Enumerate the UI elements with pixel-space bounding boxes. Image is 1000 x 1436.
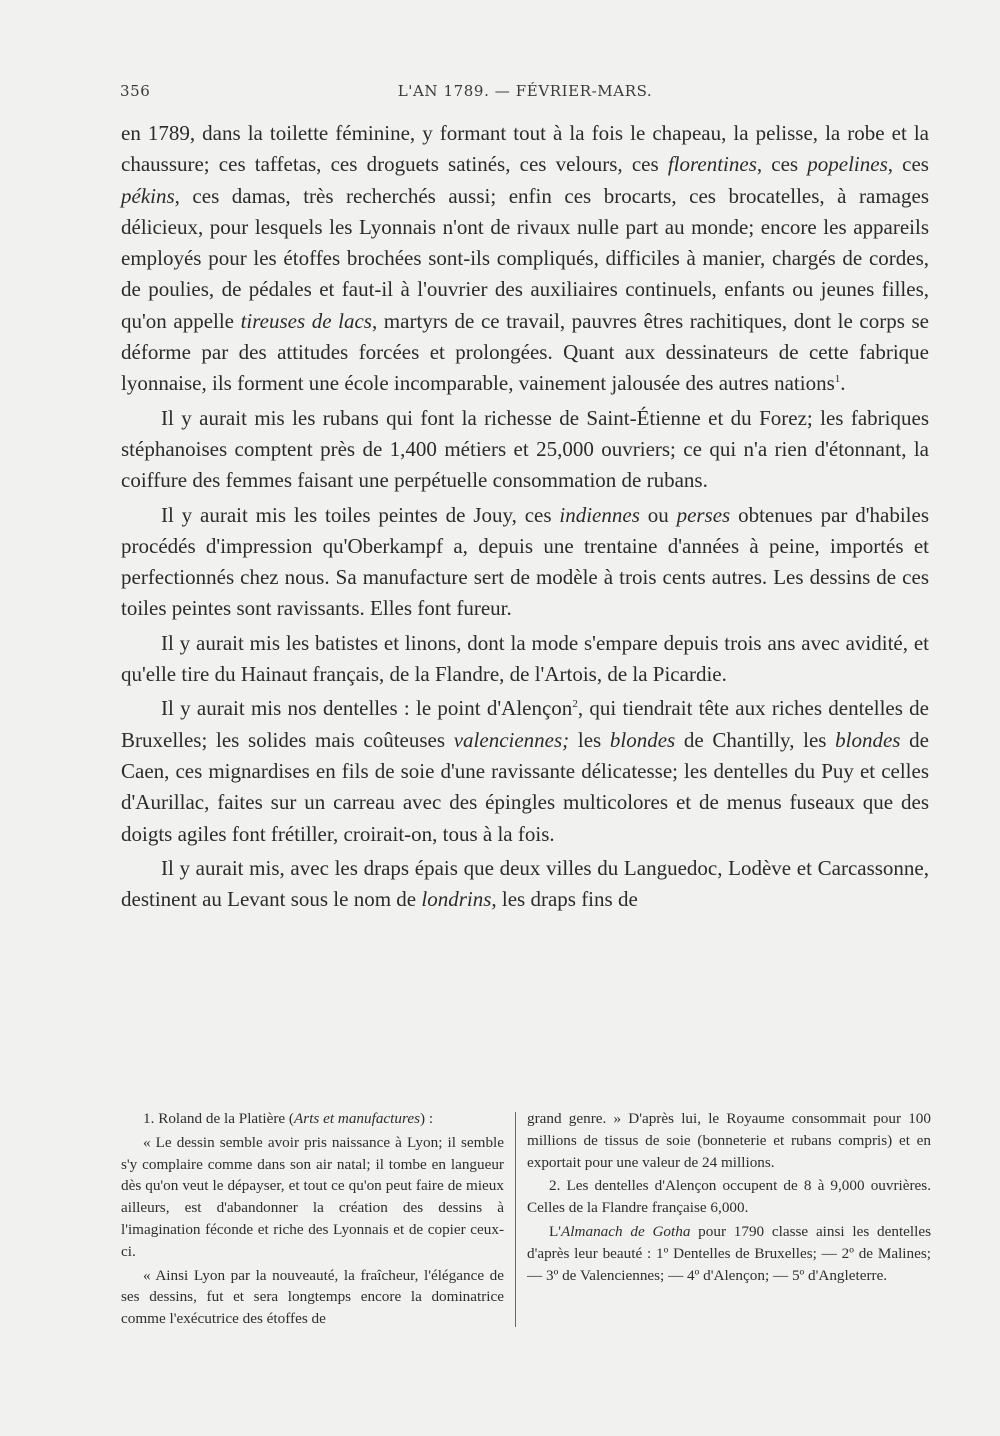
paragraph-4: Il y aurait mis les batistes et linons, dont la mode s'empare depuis trois ans avec avidité, et qu'elle tire du Hainaut français, de la Flandre, de l'Artois, de la Picardie.: [121, 630, 929, 687]
text-run: , martyrs de ce travail, pauvres êtres rachitiques, dont le corps se déforme par des attitudes forcées et prolongées. Quant aux dessinateurs de cette fabrique lyonnaise, ils forment une école incomparable, vainement jalousée des autres nations: [121, 308, 929, 396]
italic-term: tireuses de lacs: [240, 308, 372, 333]
footnote-1-quote-1: « Le dessin semble avoir pris naissance à Lyon; il semble s'y complaire comme dans son air natal; il tombe en langueur dès qu'on veut le dépayser, et tout ce qu'on peut faire de mieux ailleurs, est d'abandonner la création des dessins à l'imagination féconde et riche des Lyonnais et de copier ceux-ci.: [121, 1133, 504, 1260]
italic-term: popelines: [807, 152, 888, 177]
text-run: , ces: [887, 152, 929, 177]
text-run: de Chantilly, les: [675, 727, 836, 752]
footnote-2: 2. Les dentelles d'Alençon occupent de 8 à 9,000 ouvrières. Celles de la Flandre française 6,000.: [527, 1177, 931, 1217]
footnote-ref-2[interactable]: 2: [572, 698, 578, 711]
footnotes-left-column: [121, 1108, 504, 1330]
italic-term: Almanach de Gotha: [561, 1222, 691, 1240]
footnote-1-quote-2: « Ainsi Lyon par la nouveauté, la fraîcheur, l'élégance de ses dessins, fut et sera longtemps encore la dominatrice comme l'exécutrice des étoffes de: [121, 1266, 504, 1328]
text-run: obtenues par d'habiles procédés d'impression qu'Oberkampf a, depuis une trentaine d'années à peine, importés et perfectionnés chez nous. Sa manufacture sert de modèle à trois cents autres. Les dessins de ces toiles peintes sont ravissants. Elles font fureur.: [121, 502, 929, 621]
column-divider: [515, 1112, 516, 1327]
page-number: 356: [120, 82, 151, 100]
paragraph-1: [121, 118, 929, 400]
main-text: [121, 118, 929, 915]
italic-term: blondes: [835, 727, 901, 752]
footnotes-right-column: [527, 1108, 931, 1286]
italic-term: londrins: [421, 887, 492, 912]
italic-term: perses: [676, 502, 731, 527]
text-run: en 1789, dans la toilette féminine, y formant tout à la fois le chapeau, la pelisse, la robe et la chaussure; ces taffetas, ces droguets satinés, ces velours, ces: [121, 121, 929, 177]
paragraph-3: [121, 500, 929, 625]
text-run: les: [569, 727, 610, 752]
italic-term: indiennes: [559, 502, 640, 527]
footnote-1-continued: grand genre. » D'après lui, le Royaume consommait pour 100 millions de tissus de soie (bonneterie et rubans compris) et en exportait pour une valeur de 24 millions.: [527, 1110, 931, 1171]
footnote-2-continued: [527, 1221, 931, 1286]
paragraph-6: [121, 853, 929, 916]
text-run: pour 1790 classe ainsi les dentelles d'après leur beauté : 1º Dentelles de Bruxelles; — 2º de Malines; — 3º de Valenciennes; — 4º d'Alençon; — 5º d'Angleterre.: [527, 1222, 931, 1284]
text-run: 1. Roland de la Platière (: [143, 1110, 294, 1127]
text-run: L': [549, 1222, 562, 1240]
text-run: ) :: [420, 1110, 434, 1127]
text-run: , les draps fins de: [491, 887, 638, 912]
running-title: L'AN 1789. — FÉVRIER-MARS.: [397, 82, 653, 100]
text-run: Il y aurait mis nos dentelles : le point d'Alençon: [161, 696, 573, 721]
italic-term: Arts et manufactures: [294, 1110, 420, 1127]
text-run: , ces: [756, 152, 808, 177]
text-run: .: [840, 371, 846, 396]
text-run: ou: [639, 502, 677, 527]
paragraph-5: [121, 693, 929, 849]
text-run: , qui tiendrait tête aux riches dentelles de Bruxelles; les solides mais coûteuses: [121, 696, 929, 752]
italic-term: pékins: [121, 183, 175, 208]
text-run: Il y aurait mis les toiles peintes de Jouy, ces: [161, 502, 560, 527]
italic-term: valenciennes;: [453, 727, 570, 752]
italic-term: florentines: [667, 152, 757, 177]
paragraph-2: Il y aurait mis les rubans qui font la richesse de Saint-Étienne et du Forez; les fabriques stéphanoises comptent près de 1,400 métiers et 25,000 ouvriers; ce qui n'a rien d'étonnant, la coiffure des femmes faisant une perpétuelle consommation de rubans.: [121, 405, 929, 493]
text-run: Il y aurait mis, avec les draps épais que deux villes du Languedoc, Lodève et Carcassonne, destinent au Levant sous le nom de: [121, 855, 929, 912]
running-header: [120, 82, 930, 106]
footnote-ref-1[interactable]: 1: [834, 373, 841, 386]
italic-term: blondes: [609, 727, 676, 752]
footnote-1: [121, 1108, 504, 1130]
text-run: de Caen, ces mignardises en fils de soie d'une ravissante délicatesse; les dentelles du Puy et celles d'Aurillac, faites sur un carreau avec des épingles multicolores et de menus fuseaux que des doigts agiles font frétiller, croirait-on, tous à la fois.: [121, 727, 929, 846]
text-run: , ces damas, très recherchés aussi; enfin ces brocarts, ces brocatelles, à ramages délicieux, pour lesquels les Lyonnais n'ont de rivaux nulle part au monde; encore les appareils employés pour les étoffes brochées sont-ils compliqués, difficiles à manier, chargés de cordes, de poulies, de pédales et faut-il à l'ouvrier des auxiliaires continuels, enfants ou jeunes filles, qu'on appelle: [121, 183, 929, 333]
